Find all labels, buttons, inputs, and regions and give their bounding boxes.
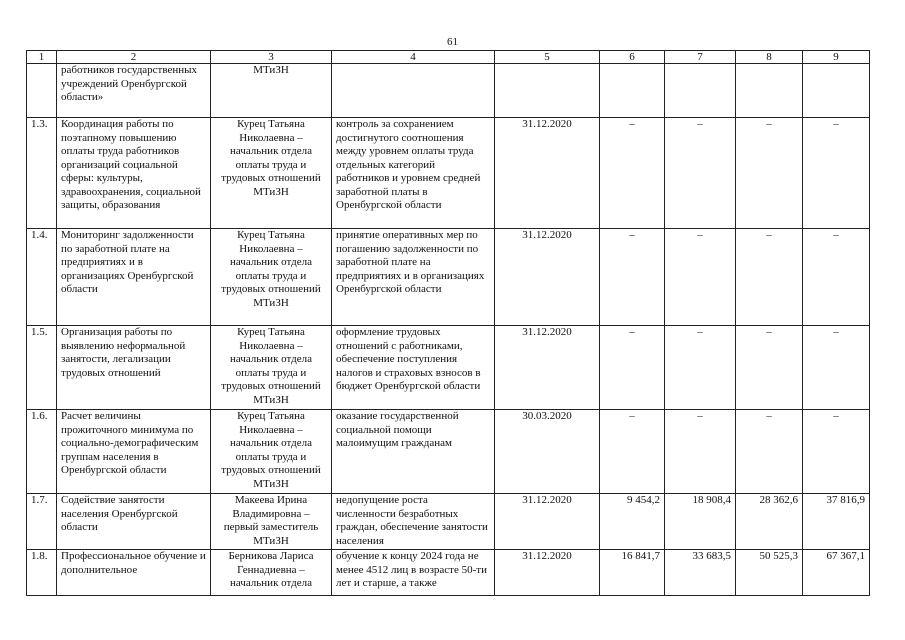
value-col-9: – xyxy=(803,229,870,326)
header-col-5: 5 xyxy=(495,51,600,64)
column-number-header-row xyxy=(27,51,870,64)
activity-name: Профессиональное обучение и дополнительное xyxy=(57,550,211,596)
table-row xyxy=(27,550,870,596)
expected-result: оказание государственной социальной помощи малоимущим гражданам xyxy=(332,410,495,494)
value-col-9: – xyxy=(803,326,870,410)
value-col-6: 16 841,7 xyxy=(600,550,665,596)
value-col-9: – xyxy=(803,410,870,494)
deadline-date: 31.12.2020 xyxy=(495,118,600,229)
header-col-2: 2 xyxy=(57,51,211,64)
header-col-4: 4 xyxy=(332,51,495,64)
responsible-person: Макеева Ирина Владимировна – первый заместитель МТиЗН xyxy=(211,494,332,550)
action-plan-table xyxy=(26,50,870,596)
responsible-person: Курец Татьяна Николаевна – начальник отдела оплаты труда и трудовых отношений МТиЗН xyxy=(211,326,332,410)
activity-name: Организация работы по выявлению неформальной занятости, легализации трудовых отношений xyxy=(57,326,211,410)
header-col-3: 3 xyxy=(211,51,332,64)
activity-name: Мониторинг задолженности по заработной плате на предприятиях и в организациях Оренбургской области xyxy=(57,229,211,326)
header-col-8: 8 xyxy=(736,51,803,64)
page-number: 61 xyxy=(447,36,458,48)
deadline-date: 31.12.2020 xyxy=(495,229,600,326)
value-col-9: – xyxy=(803,118,870,229)
value-col-8: – xyxy=(736,410,803,494)
table-row xyxy=(27,410,870,494)
value-col-6 xyxy=(600,64,665,118)
value-col-8: – xyxy=(736,118,803,229)
value-col-9 xyxy=(803,64,870,118)
value-col-7: 18 908,4 xyxy=(665,494,736,550)
value-col-6: 9 454,2 xyxy=(600,494,665,550)
header-col-6: 6 xyxy=(600,51,665,64)
deadline-date: 31.12.2020 xyxy=(495,326,600,410)
value-col-8: 50 525,3 xyxy=(736,550,803,596)
value-col-7 xyxy=(665,64,736,118)
deadline-date: 31.12.2020 xyxy=(495,494,600,550)
value-col-7: 33 683,5 xyxy=(665,550,736,596)
row-number: 1.8. xyxy=(27,550,57,596)
row-number xyxy=(27,64,57,118)
row-number: 1.6. xyxy=(27,410,57,494)
value-col-6: – xyxy=(600,410,665,494)
row-number: 1.5. xyxy=(27,326,57,410)
value-col-7: – xyxy=(665,410,736,494)
row-number: 1.4. xyxy=(27,229,57,326)
deadline-date xyxy=(495,64,600,118)
header-col-1: 1 xyxy=(27,51,57,64)
table-row xyxy=(27,326,870,410)
value-col-7: – xyxy=(665,229,736,326)
value-col-8: 28 362,6 xyxy=(736,494,803,550)
responsible-person: Берникова Лариса Геннадиевна – начальник отдела xyxy=(211,550,332,596)
value-col-8 xyxy=(736,64,803,118)
row-number: 1.7. xyxy=(27,494,57,550)
table-row xyxy=(27,118,870,229)
expected-result: обучение к концу 2024 года не менее 4512 лиц в возрасте 50-ти лет и старше, а также xyxy=(332,550,495,596)
value-col-8: – xyxy=(736,229,803,326)
deadline-date: 31.12.2020 xyxy=(495,550,600,596)
value-col-8: – xyxy=(736,326,803,410)
activity-name: Координация работы по поэтапному повышению оплаты труда работников организаций социальной сферы: культуры, здравоохранения, социальной защиты, образования xyxy=(57,118,211,229)
expected-result: принятие оперативных мер по погашению задолженности по заработной плате на предприятиях и в организациях Оренбургской области xyxy=(332,229,495,326)
value-col-9: 37 816,9 xyxy=(803,494,870,550)
value-col-7: – xyxy=(665,326,736,410)
value-col-9: 67 367,1 xyxy=(803,550,870,596)
value-col-6: – xyxy=(600,118,665,229)
value-col-6: – xyxy=(600,229,665,326)
header-col-9: 9 xyxy=(803,51,870,64)
responsible-person: Курец Татьяна Николаевна – начальник отдела оплаты труда и трудовых отношений МТиЗН xyxy=(211,118,332,229)
expected-result: недопущение роста численности безработных граждан, обеспечение занятости населения xyxy=(332,494,495,550)
row-number: 1.3. xyxy=(27,118,57,229)
expected-result: оформление трудовых отношений с работниками, обеспечение поступления налогов и страховых взносов в бюджет Оренбургской области xyxy=(332,326,495,410)
table-row xyxy=(27,64,870,118)
value-col-7: – xyxy=(665,118,736,229)
activity-name: Расчет величины прожиточного минимума по социально-демографическим группам населения в Оренбургской области xyxy=(57,410,211,494)
activity-name: работников государственных учреждений Оренбургской области» xyxy=(57,64,211,118)
deadline-date: 30.03.2020 xyxy=(495,410,600,494)
table-row xyxy=(27,494,870,550)
responsible-person: Курец Татьяна Николаевна – начальник отдела оплаты труда и трудовых отношений МТиЗН xyxy=(211,410,332,494)
header-col-7: 7 xyxy=(665,51,736,64)
activity-name: Содействие занятости населения Оренбургской области xyxy=(57,494,211,550)
value-col-6: – xyxy=(600,326,665,410)
responsible-person: Курец Татьяна Николаевна – начальник отдела оплаты труда и трудовых отношений МТиЗН xyxy=(211,229,332,326)
expected-result: контроль за сохранением достигнутого соотношения между уровнем оплаты труда отдельных категорий работников и уровнем средней заработной платы в Оренбургской области xyxy=(332,118,495,229)
expected-result xyxy=(332,64,495,118)
table-row xyxy=(27,229,870,326)
responsible-person: МТиЗН xyxy=(211,64,332,118)
